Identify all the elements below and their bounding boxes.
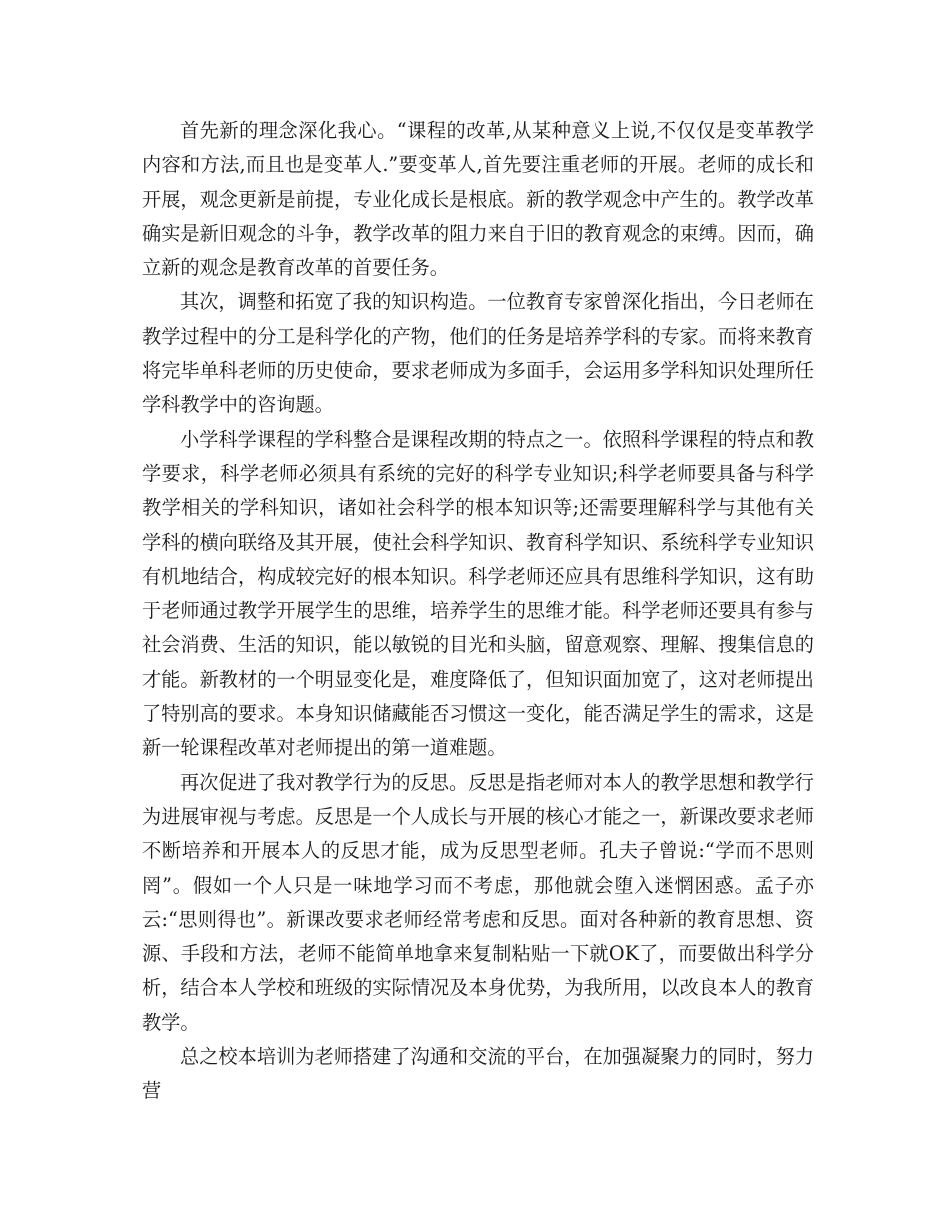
paragraph-conclusion: 总之校本培训为老师搭建了沟通和交流的平台，在加强凝聚力的同时，努力营: [142, 1045, 814, 1103]
paragraph-knowledge-structure: 其次，调整和拓宽了我的知识构造。一位教育专家曾深化指出，今日老师在教学过程中的分工是科学化的产物，他们的任务是培养学科的专家。而将来教育将完毕单科老师的历史使命，要求老师成为多面手，会运用多学科知识处理所任学科教学中的咨询题。: [142, 290, 814, 417]
paragraph-science-curriculum: 小学科学课程的学科整合是课程改期的特点之一。依照科学课程的特点和教学要求，科学老师必须具有系统的完好的科学专业知识;科学老师要具备与科学教学相关的学科知识，诸如社会科学的根本知识等;还需要理解科学与其他有关学科的横向联络及其开展，使社会科学知识、教育科学知识、系统科学专业知识有机地结合，构成较完好的根本知识。科学老师还应具有思维科学知识，这有助于老师通过教学开展学生的思维，培养学生的思维才能。科学老师还要具有参与社会消费、生活的知识，能以敏锐的目光和头脑，留意观察、理解、搜集信息的才能。新教材的一个明显变化是，难度降低了，但知识面加宽了，这对老师提出了特别高的要求。本身知识储藏能否习惯这一变化，能否满足学生的需求，这是新一轮课程改革对老师提出的第一道难题。: [142, 427, 814, 760]
paragraph-new-concepts: 首先新的理念深化我心。“课程的改革,从某种意义上说,不仅仅是变革教学内容和方法,而且也是变革人.”要变革人,首先要注重老师的开展。老师的成长和开展，观念更新是前提，专业化成长是根底。新的教学观念中产生的。教学改革确实是新旧观念的斗争，教学改革的阻力来自于旧的教育观念的束缚。因而，确立新的观念是教育改革的首要任务。: [142, 119, 814, 280]
document-body: [142, 114, 814, 1109]
paragraph-teaching-reflection: 再次促进了我对教学行为的反思。反思是指老师对本人的教学思想和教学行为进展审视与考虑。反思是一个人成长与开展的核心才能之一，新课改要求老师不断培养和开展本人的反思才能，成为反思型老师。孔夫子曾说:“学而不思则罔”。假如一个人只是一味地学习而不考虑，那他就会堕入迷惘困惑。孟子亦云:“思则得也”。新课改要求老师经常考虑和反思。面对各种新的教育思想、资源、手段和方法，老师不能简单地拿来复制粘贴一下就OK了，而要做出科学分析，结合本人学校和班级的实际情况及本身优势，为我所用，以改良本人的教育教学。: [142, 770, 814, 1034]
